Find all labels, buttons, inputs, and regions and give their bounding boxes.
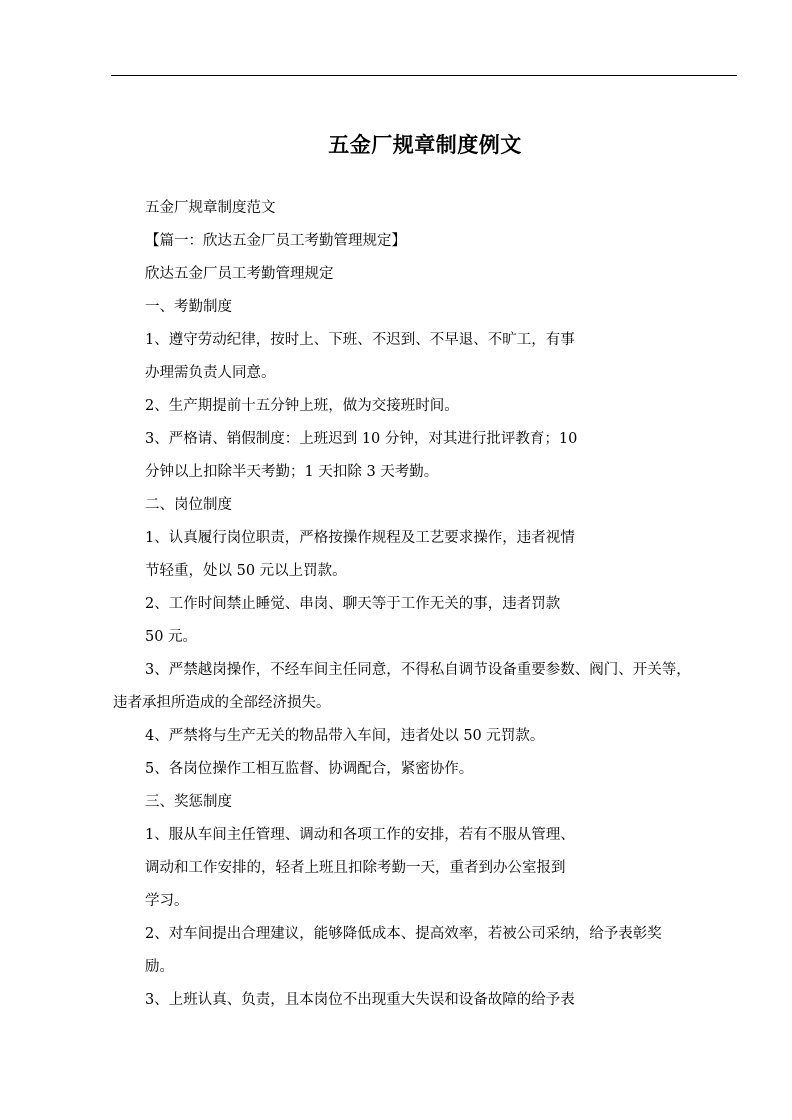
text-line: 励。	[145, 959, 174, 975]
text-line: 4、严禁将与生产无关的物品带入车间，违者处以 50 元罚款。	[145, 728, 545, 744]
text-line: 五金厂规章制度范文	[145, 200, 276, 216]
header-rule	[111, 75, 737, 76]
text-line: 欣达五金厂员工考勤管理规定	[145, 266, 334, 282]
text-line: 办理需负责人同意。	[145, 365, 276, 381]
text-line: 2、对车间提出合理建议，能够降低成本、提高效率，若被公司采纳，给予表彰奖	[145, 926, 662, 942]
text-line: 3、严禁越岗操作，不经车间主任同意，不得私自调节设备重要参数、阀门、开关等，	[145, 662, 691, 678]
text-line: 1、服从车间主任管理、调动和各项工作的安排，若有不服从管理、	[145, 827, 575, 843]
section-heading: 二、岗位制度	[145, 497, 232, 513]
document-title: 五金厂规章制度例文	[328, 133, 522, 157]
text-line: 违者承担所造成的全部经济损失。	[113, 695, 331, 711]
text-line: 【篇一：欣达五金厂员工考勤管理规定】	[145, 233, 406, 249]
text-line: 3、上班认真、负责，且本岗位不出现重大失误和设备故障的给予表	[145, 992, 575, 1008]
text-line: 2、工作时间禁止睡觉、串岗、聊天等于工作无关的事，违者罚款	[145, 596, 561, 612]
text-line: 1、认真履行岗位职责，严格按操作规程及工艺要求操作，违者视情	[145, 530, 575, 546]
text-line: 1、遵守劳动纪律，按时上、下班、不迟到、不早退、不旷工，有事	[145, 332, 575, 348]
text-line: 节轻重，处以 50 元以上罚款。	[145, 563, 347, 579]
text-line: 分钟以上扣除半天考勤；1 天扣除 3 天考勤。	[145, 464, 439, 480]
text-line: 调动和工作安排的，轻者上班且扣除考勤一天，重者到办公室报到	[145, 860, 566, 876]
text-line: 5、各岗位操作工相互监督、协调配合，紧密协作。	[145, 761, 474, 777]
text-line: 2、生产期提前十五分钟上班，做为交接班时间。	[145, 398, 459, 414]
text-line: 学习。	[145, 893, 189, 909]
text-line: 3、严格请、销假制度：上班迟到 10 分钟，对其进行批评教育；10	[145, 431, 578, 447]
text-line: 50 元。	[145, 629, 198, 645]
section-heading: 一、考勤制度	[145, 299, 232, 315]
section-heading: 三、奖惩制度	[145, 794, 232, 810]
